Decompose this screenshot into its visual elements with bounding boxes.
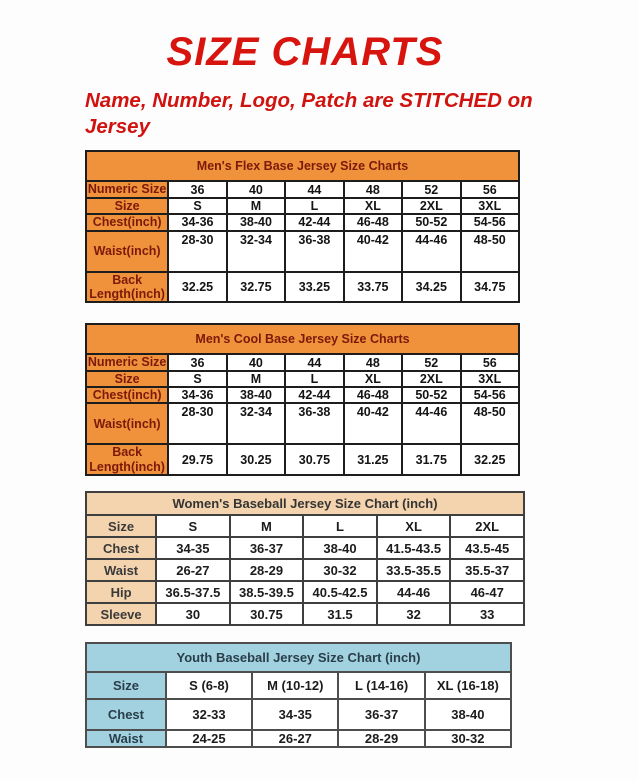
size-value-cell: 50-52: [402, 214, 460, 230]
tables-container: [85, 150, 530, 748]
size-value-cell: 32: [377, 603, 451, 625]
size-value-cell: 38-40: [425, 699, 511, 730]
womens-baseball-size-chart: [85, 491, 525, 626]
row-header: Back Length(inch): [86, 444, 168, 475]
size-value-cell: S: [168, 198, 226, 214]
size-value-cell: 52: [402, 181, 460, 197]
size-value-cell: 31.25: [344, 444, 402, 475]
table-row: [86, 699, 511, 730]
size-value-cell: 30-32: [425, 730, 511, 747]
size-value-cell: 26-27: [252, 730, 338, 747]
size-value-cell: 44-46: [402, 231, 460, 272]
size-value-cell: 28-30: [168, 231, 226, 272]
size-value-cell: L (14-16): [338, 672, 424, 699]
size-value-cell: 36: [168, 181, 226, 197]
size-value-cell: 40: [227, 354, 285, 370]
size-value-cell: M: [227, 198, 285, 214]
size-value-cell: 34.25: [402, 272, 460, 303]
row-header: Chest(inch): [86, 387, 168, 403]
size-value-cell: 3XL: [461, 198, 519, 214]
page-subtitle: Name, Number, Logo, Patch are STITCHED on Jersey: [85, 89, 533, 139]
size-value-cell: 56: [461, 181, 519, 197]
size-value-cell: 42-44: [285, 214, 343, 230]
size-value-cell: S (6-8): [166, 672, 252, 699]
youth-baseball-size-chart-title: Youth Baseball Jersey Size Chart (inch): [86, 643, 511, 672]
row-header: Size: [86, 371, 168, 387]
row-header: Waist: [86, 559, 156, 581]
size-value-cell: 28-30: [168, 403, 226, 444]
size-value-cell: 28-29: [338, 730, 424, 747]
size-value-cell: XL: [344, 198, 402, 214]
size-value-cell: 29.75: [168, 444, 226, 475]
size-value-cell: 32.25: [461, 444, 519, 475]
row-header: Chest: [86, 699, 166, 730]
table-row: [86, 730, 511, 747]
table-row: [86, 559, 524, 581]
size-value-cell: 56: [461, 354, 519, 370]
size-value-cell: 2XL: [402, 371, 460, 387]
size-value-cell: L: [285, 371, 343, 387]
size-value-cell: 30.75: [285, 444, 343, 475]
size-value-cell: 32-34: [227, 231, 285, 272]
size-value-cell: 36.5-37.5: [156, 581, 230, 603]
size-value-cell: XL: [377, 515, 451, 537]
table-row: [86, 581, 524, 603]
table-row: [86, 371, 519, 387]
size-value-cell: 2XL: [450, 515, 524, 537]
size-value-cell: XL: [344, 371, 402, 387]
table-row: [86, 214, 519, 230]
womens-baseball-size-chart-title: Women's Baseball Jersey Size Chart (inch): [86, 492, 524, 515]
size-value-cell: 52: [402, 354, 460, 370]
row-header: Numeric Size: [87, 355, 167, 370]
size-value-cell: 48-50: [461, 403, 519, 444]
size-value-cell: 33: [450, 603, 524, 625]
size-value-cell: 48: [344, 354, 402, 370]
size-value-cell: M: [227, 371, 285, 387]
size-value-cell: 34.75: [461, 272, 519, 303]
size-value-cell: 30.25: [227, 444, 285, 475]
size-value-cell: 38-40: [303, 537, 377, 559]
size-value-cell: 33.5-35.5: [377, 559, 451, 581]
row-header: Size: [86, 515, 156, 537]
size-value-cell: 30.75: [230, 603, 304, 625]
mens-cool-base-size-chart-title: Men's Cool Base Jersey Size Charts: [86, 324, 519, 354]
page-title: SIZE CHARTS: [166, 30, 444, 74]
size-value-cell: 31.5: [303, 603, 377, 625]
table-row: [86, 403, 519, 444]
size-value-cell: 30: [156, 603, 230, 625]
mens-flex-base-size-chart-title: Men's Flex Base Jersey Size Charts: [86, 151, 519, 181]
size-value-cell: 40: [227, 181, 285, 197]
youth-baseball-size-chart: [85, 642, 512, 748]
size-value-cell: 36: [168, 354, 226, 370]
row-header: Chest: [86, 537, 156, 559]
size-value-cell: 30-32: [303, 559, 377, 581]
size-value-cell: 36-37: [230, 537, 304, 559]
size-value-cell: 43.5-45: [450, 537, 524, 559]
table-row: [86, 181, 519, 197]
size-value-cell: 46-47: [450, 581, 524, 603]
size-value-cell: 34-36: [168, 214, 226, 230]
size-value-cell: 40.5-42.5: [303, 581, 377, 603]
row-header: Waist: [86, 730, 166, 747]
size-value-cell: 54-56: [461, 214, 519, 230]
size-value-cell: 31.75: [402, 444, 460, 475]
size-value-cell: 40-42: [344, 403, 402, 444]
size-value-cell: 28-29: [230, 559, 304, 581]
size-value-cell: M: [230, 515, 304, 537]
size-value-cell: L: [303, 515, 377, 537]
size-value-cell: 41.5-43.5: [377, 537, 451, 559]
size-value-cell: 38-40: [227, 214, 285, 230]
size-value-cell: 33.25: [285, 272, 343, 303]
size-value-cell: 34-36: [168, 387, 226, 403]
row-header: Waist(inch): [86, 231, 168, 272]
size-value-cell: 24-25: [166, 730, 252, 747]
size-value-cell: 38-40: [227, 387, 285, 403]
row-header: Hip: [86, 581, 156, 603]
size-value-cell: 54-56: [461, 387, 519, 403]
size-value-cell: 32-34: [227, 403, 285, 444]
size-value-cell: 36-37: [338, 699, 424, 730]
size-value-cell: 44: [285, 354, 343, 370]
table-row: [86, 354, 519, 370]
size-value-cell: 48: [344, 181, 402, 197]
row-header: Chest(inch): [86, 214, 168, 230]
row-header: Size: [86, 198, 168, 214]
size-value-cell: 46-48: [344, 387, 402, 403]
size-value-cell: 44: [285, 181, 343, 197]
row-header: Size: [86, 672, 166, 699]
size-value-cell: 32.75: [227, 272, 285, 303]
size-value-cell: 36-38: [285, 403, 343, 444]
row-header: Numeric Size: [87, 182, 167, 197]
size-value-cell: 46-48: [344, 214, 402, 230]
size-value-cell: S: [156, 515, 230, 537]
row-header: Back Length(inch): [86, 272, 168, 303]
size-value-cell: L: [285, 198, 343, 214]
size-value-cell: 36-38: [285, 231, 343, 272]
table-row: [86, 537, 524, 559]
size-value-cell: M (10-12): [252, 672, 338, 699]
size-value-cell: 48-50: [461, 231, 519, 272]
table-row: [86, 672, 511, 699]
table-row: [86, 515, 524, 537]
mens-cool-base-size-chart: [85, 323, 520, 476]
table-row: [86, 231, 519, 272]
size-value-cell: 50-52: [402, 387, 460, 403]
size-value-cell: 35.5-37: [450, 559, 524, 581]
row-header: Sleeve: [86, 603, 156, 625]
table-row: [86, 198, 519, 214]
table-row: [86, 272, 519, 303]
size-value-cell: 38.5-39.5: [230, 581, 304, 603]
mens-flex-base-size-chart: [85, 150, 520, 303]
size-value-cell: XL (16-18): [425, 672, 511, 699]
size-value-cell: S: [168, 371, 226, 387]
table-row: [86, 603, 524, 625]
size-value-cell: 34-35: [156, 537, 230, 559]
size-value-cell: 34-35: [252, 699, 338, 730]
size-charts-page: [85, 30, 533, 748]
table-row: [86, 387, 519, 403]
table-row: [86, 444, 519, 475]
size-value-cell: 44-46: [377, 581, 451, 603]
size-value-cell: 32-33: [166, 699, 252, 730]
size-value-cell: 3XL: [461, 371, 519, 387]
size-value-cell: 44-46: [402, 403, 460, 444]
size-value-cell: 42-44: [285, 387, 343, 403]
size-value-cell: 26-27: [156, 559, 230, 581]
size-value-cell: 2XL: [402, 198, 460, 214]
size-value-cell: 40-42: [344, 231, 402, 272]
size-value-cell: 33.75: [344, 272, 402, 303]
row-header: Waist(inch): [86, 403, 168, 444]
size-value-cell: 32.25: [168, 272, 226, 303]
